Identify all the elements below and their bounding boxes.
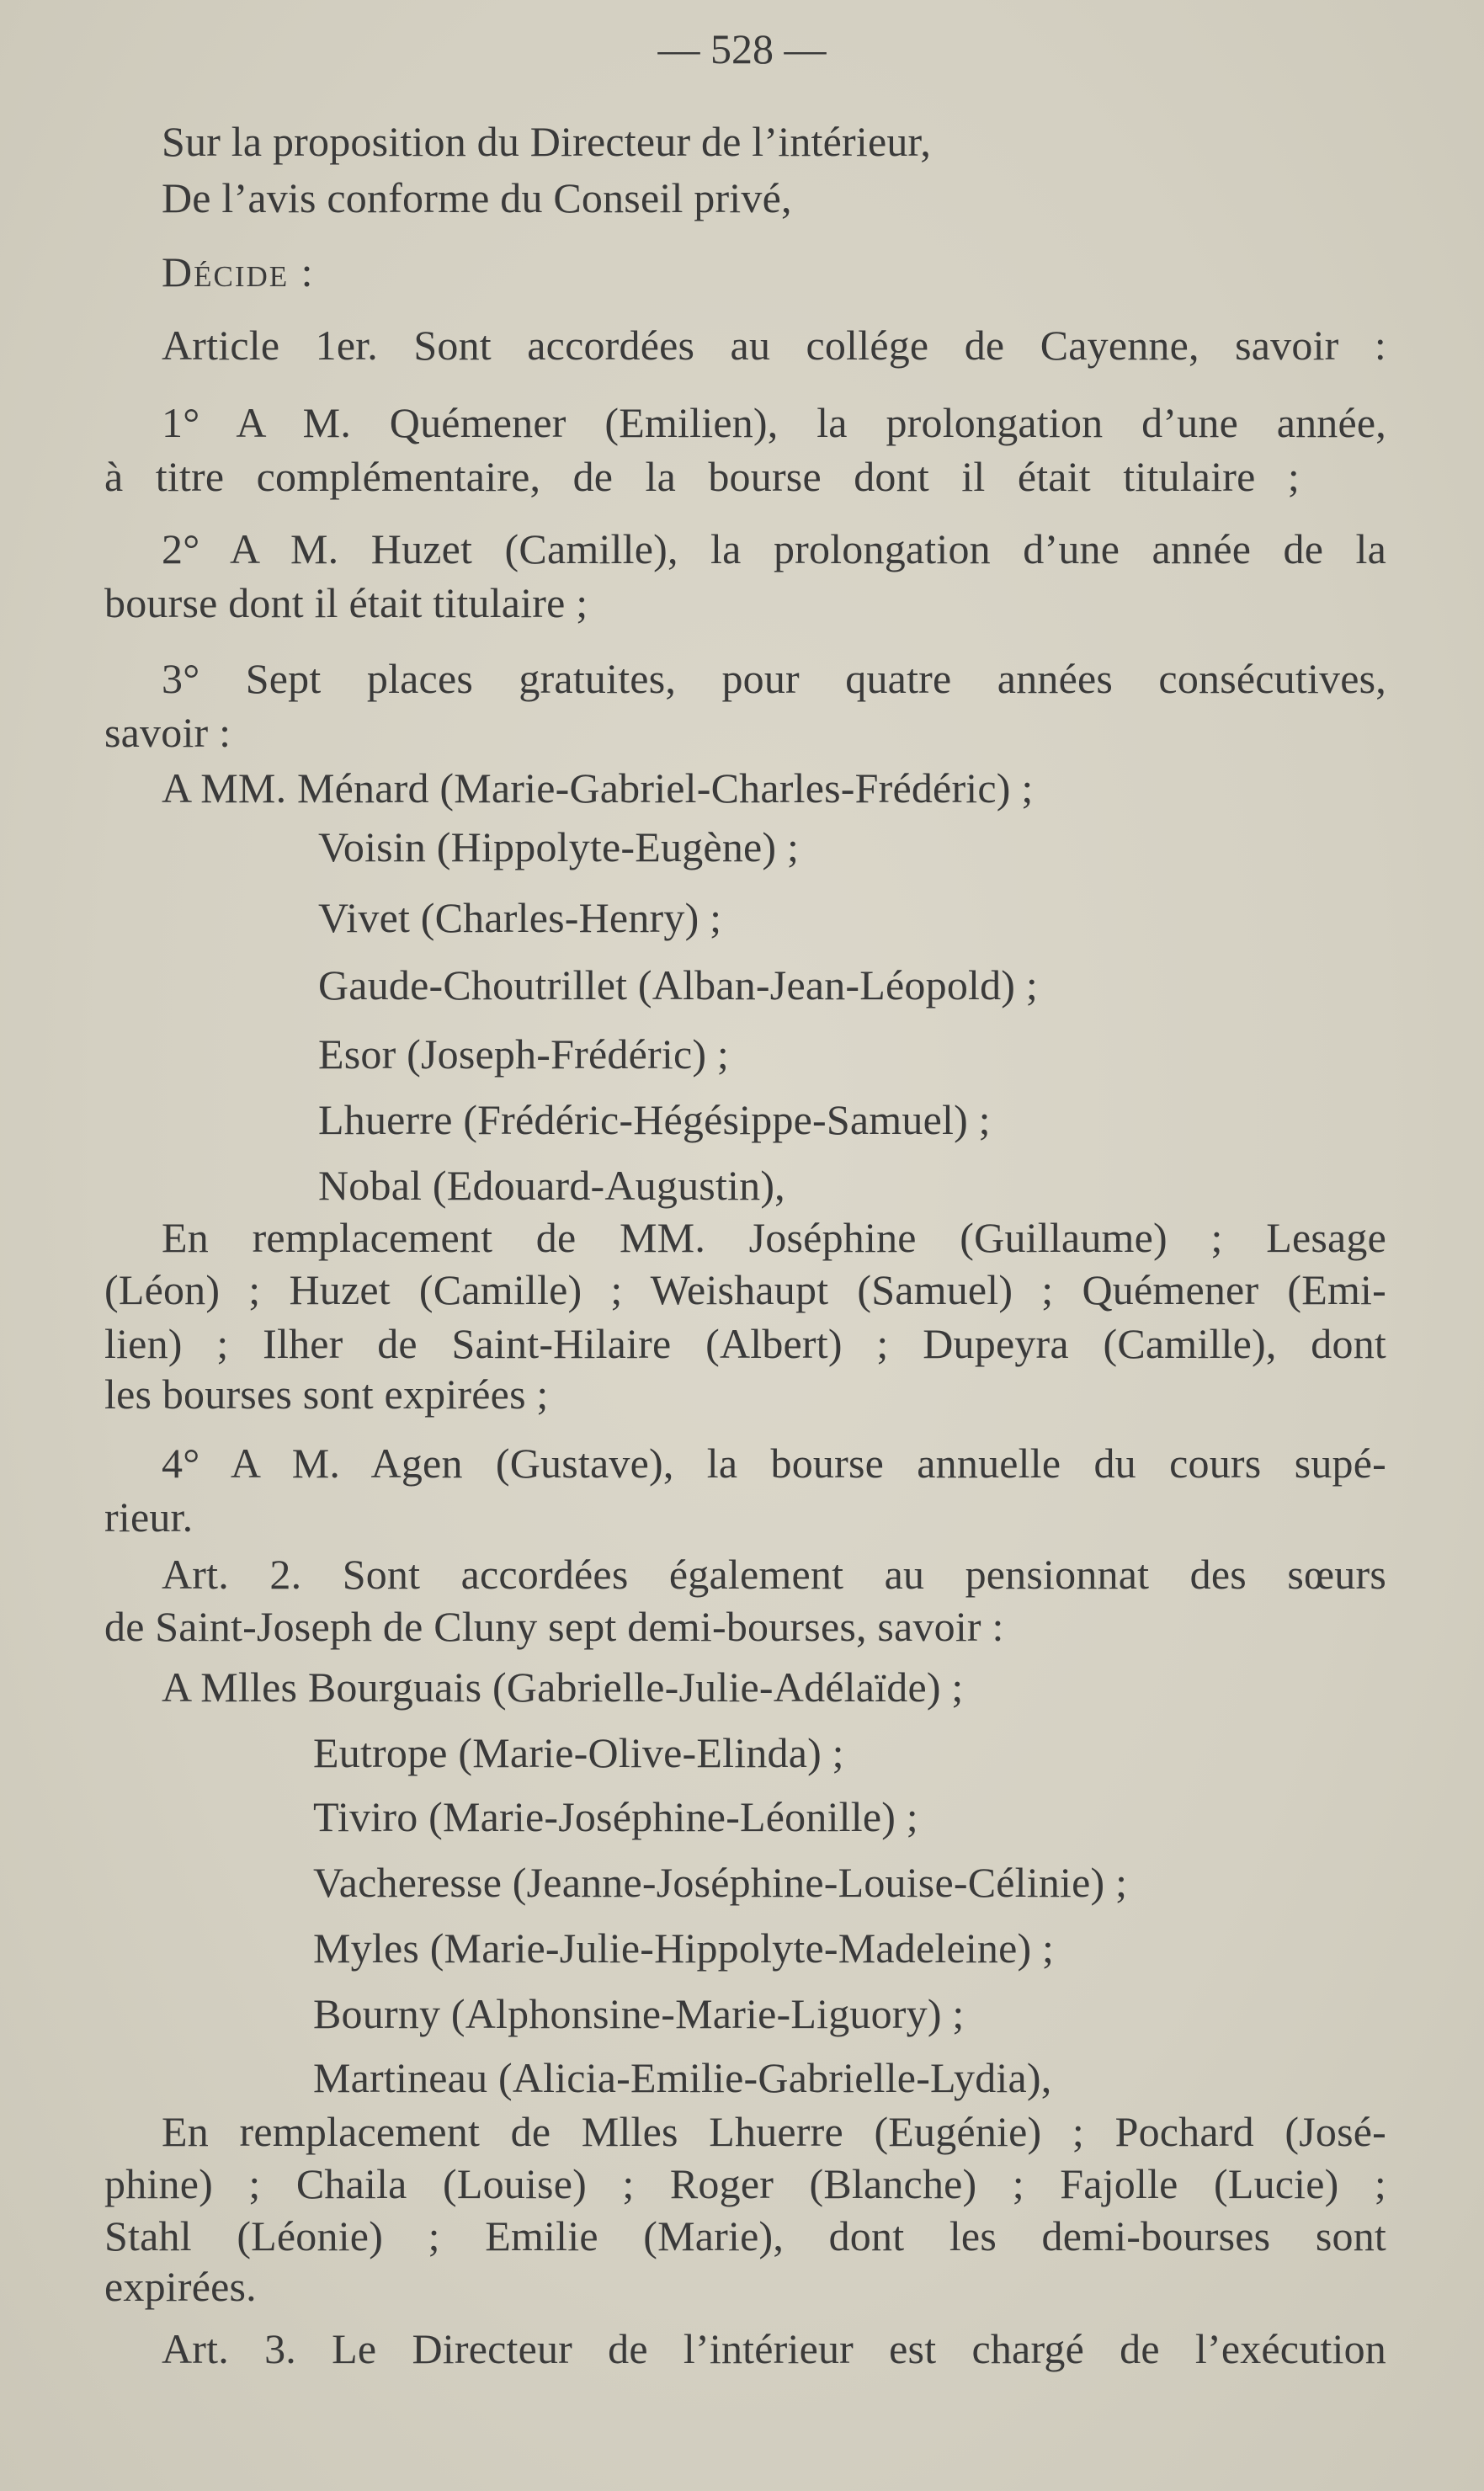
text-line: Eutrope (Marie-Olive-Elinda) ; — [313, 1729, 844, 1776]
text-line: Myles (Marie-Julie-Hippolyte-Madeleine) ; — [313, 1924, 1055, 1972]
text-line: De l’avis conforme du Conseil privé, — [162, 174, 792, 221]
text-line: 3° Sept places gratuites, pour quatre années consécutives, — [162, 655, 1386, 702]
text-line: Nobal (Edouard-Augustin), — [318, 1162, 785, 1209]
text-line: A MM. Ménard (Marie-Gabriel-Charles-Frédéric) ; — [162, 764, 1034, 812]
text-line: lien) ; Ilher de Saint-Hilaire (Albert) ; Dupeyra (Camille), dont — [104, 1320, 1386, 1367]
text-line: savoir : — [104, 709, 231, 756]
text-line: Art. 2. Sont accordées également au pensionnat des sœurs — [162, 1551, 1386, 1598]
text-line: 4° A M. Agen (Gustave), la bourse annuelle du cours supé- — [162, 1440, 1386, 1487]
text-line: Art. 3. Le Directeur de l’intérieur est chargé de l’exécution — [162, 2325, 1386, 2372]
text-line: de Saint-Joseph de Cluny sept demi-bourses, savoir : — [104, 1603, 1004, 1650]
text-line: (Léon) ; Huzet (Camille) ; Weishaupt (Samuel) ; Quémener (Emi- — [104, 1266, 1386, 1313]
text-line: bourse dont il était titulaire ; — [104, 579, 588, 626]
text-line: phine) ; Chaila (Louise) ; Roger (Blanche) ; Fajolle (Lucie) ; — [104, 2160, 1386, 2207]
text-line: En remplacement de Mlles Lhuerre (Eugénie) ; Pochard (José- — [162, 2108, 1386, 2155]
text-line: Bourny (Alphonsine-Marie-Liguory) ; — [313, 1990, 965, 2037]
text-line: Voisin (Hippolyte-Eugène) ; — [318, 823, 800, 870]
text-line: Sur la proposition du Directeur de l’intérieur, — [162, 118, 932, 165]
page-number: — 528 — — [657, 25, 827, 72]
text-line: Lhuerre (Frédéric-Hégésippe-Samuel) ; — [318, 1096, 991, 1143]
text-line: Stahl (Léonie) ; Emilie (Marie), dont les demi-bourses sont — [104, 2212, 1386, 2259]
text-line: Martineau (Alicia-Emilie-Gabrielle-Lydia), — [313, 2054, 1052, 2101]
text-line: rieur. — [104, 1493, 194, 1541]
text-line: expirées. — [104, 2263, 257, 2310]
text-line: les bourses sont expirées ; — [104, 1371, 549, 1418]
text-line: Vacheresse (Jeanne-Joséphine-Louise-Célinie) ; — [313, 1859, 1128, 1906]
text-line: 1° A M. Quémener (Emilien), la prolongation d’une année, — [162, 399, 1386, 446]
text-line: A Mlles Bourguais (Gabrielle-Julie-Adélaïde) ; — [162, 1663, 964, 1711]
text-line: Esor (Joseph-Frédéric) ; — [318, 1030, 729, 1078]
text-line: Article 1er. Sont accordées au collége de Cayenne, savoir : — [162, 322, 1386, 369]
text-line: 2° A M. Huzet (Camille), la prolongation d’une année de la — [162, 525, 1386, 572]
text-line: En remplacement de MM. Joséphine (Guillaume) ; Lesage — [162, 1214, 1386, 1261]
text-line: Tiviro (Marie-Joséphine-Léonille) ; — [313, 1793, 918, 1840]
decision-heading: Décide : — [162, 248, 315, 295]
text-line: Gaude-Choutrillet (Alban-Jean-Léopold) ; — [318, 961, 1038, 1009]
text-line: Vivet (Charles-Henry) ; — [318, 894, 722, 941]
text-line: à titre complémentaire, de la bourse dont il était titulaire ; — [104, 453, 1300, 500]
